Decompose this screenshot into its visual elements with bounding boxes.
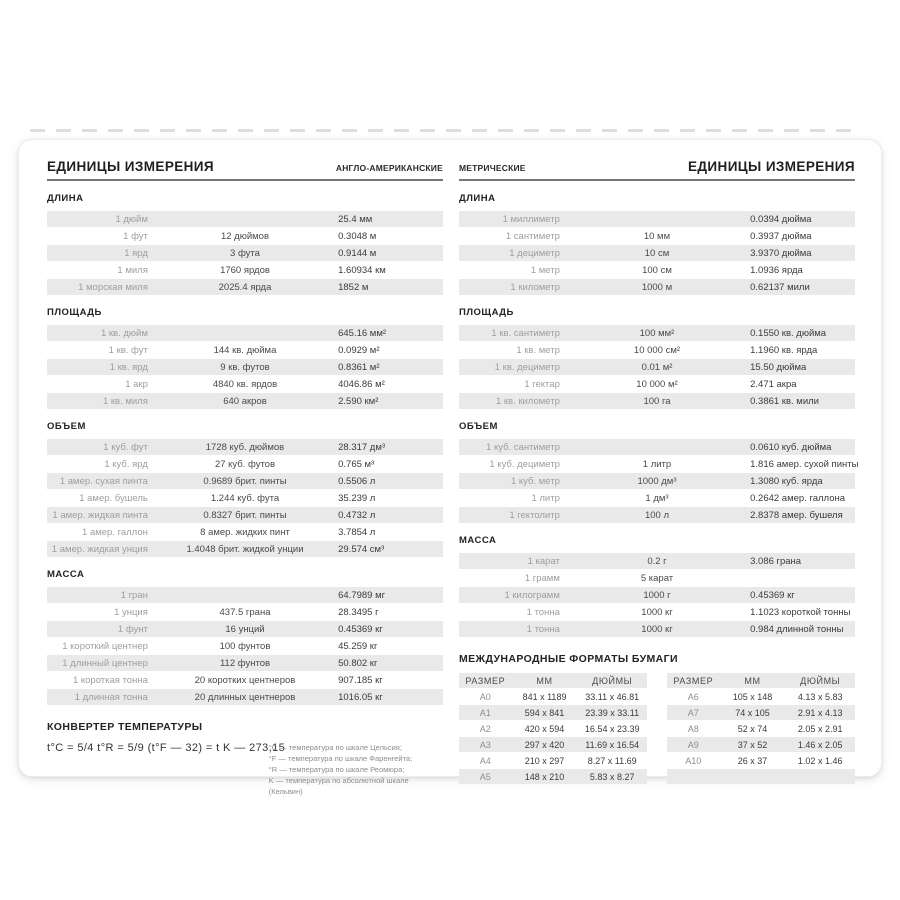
- value-cell: 64.7989 мг: [338, 589, 386, 601]
- equivalent-cell: 100 га: [643, 395, 671, 407]
- unit-cell: 1 кв. метр: [516, 344, 560, 356]
- unit-cell: 1 кв. миля: [102, 395, 148, 407]
- section-label: ДЛИНА: [459, 193, 496, 204]
- paper-mm-cell: 148 x 210: [524, 771, 565, 782]
- paper-row: [459, 753, 647, 768]
- section-label: МАССА: [47, 569, 85, 580]
- paper-inches-cell: 33.11 x 46.81: [585, 691, 640, 702]
- paper-formats-title: МЕЖДУНАРОДНЫЕ ФОРМАТЫ БУМАГИ: [459, 653, 678, 665]
- section-label: МАССА: [459, 535, 497, 546]
- paper-mm-cell: 52 x 74: [737, 723, 768, 734]
- table-row: [459, 245, 855, 261]
- unit-cell: 1 тонна: [526, 623, 560, 635]
- paper-mm-cell: 420 x 594: [524, 723, 565, 734]
- left-page-header: [47, 149, 443, 174]
- section-label: ДЛИНА: [47, 193, 84, 204]
- value-cell: 1.3080 куб. ярда: [750, 475, 823, 487]
- table-row: [47, 524, 443, 540]
- equivalent-cell: 1.4048 брит. жидкой унции: [186, 543, 304, 555]
- unit-cell: 1 акр: [125, 378, 148, 390]
- equivalent-cell: 112 фунтов: [219, 657, 271, 669]
- unit-cell: 1 карат: [527, 555, 560, 567]
- unit-cell: 1 дециметр: [509, 247, 560, 259]
- table-row: [459, 342, 855, 358]
- table-row: [47, 262, 443, 278]
- temperature-legend-line: °F — температура по шкале Фаренгейта;: [268, 754, 413, 763]
- table-row: [47, 393, 443, 409]
- table-row: [459, 507, 855, 523]
- paper-mm-cell: 37 x 52: [737, 739, 768, 750]
- equivalent-cell: 100 мм²: [639, 327, 675, 339]
- value-cell: 3.7854 л: [338, 526, 376, 538]
- equivalent-cell: 1728 куб. дюймов: [205, 441, 285, 453]
- table-row: [47, 228, 443, 244]
- unit-cell: 1 километр: [510, 281, 560, 293]
- unit-cell: 1 амер. жидкая пинта: [52, 509, 148, 521]
- table-row: [47, 473, 443, 489]
- value-cell: 1852 м: [338, 281, 369, 293]
- equivalent-cell: 4840 кв. ярдов: [212, 378, 278, 390]
- equivalent-cell: 100 фунтов: [219, 640, 271, 652]
- paper-size-cell: A1: [479, 707, 491, 718]
- value-cell: 4046.86 м²: [338, 378, 385, 390]
- header-rule: [459, 179, 855, 181]
- paper-size-cell: A6: [687, 691, 699, 702]
- paper-inches-cell: 4.13 x 5.83: [797, 691, 843, 702]
- value-cell: 0.765 м³: [338, 458, 375, 470]
- paper-size-cell: A3: [479, 739, 491, 750]
- unit-cell: 1 куб. сантиметр: [486, 441, 560, 453]
- unit-section: [459, 421, 859, 523]
- unit-section: [47, 307, 443, 409]
- unit-cell: 1 килограмм: [504, 589, 560, 601]
- unit-cell: 1 гектар: [524, 378, 560, 390]
- unit-cell: 1 миллиметр: [502, 213, 560, 225]
- paper-inches-cell: 16.54 x 23.39: [584, 723, 640, 734]
- value-cell: 0.0610 куб. дюйма: [750, 441, 832, 453]
- equivalent-cell: 144 кв. дюйма: [213, 344, 277, 356]
- unit-cell: 1 короткая тонна: [72, 674, 148, 686]
- unit-cell: 1 кв. ярд: [109, 361, 148, 373]
- value-cell: 0.0394 дюйма: [750, 213, 812, 225]
- table-row: [459, 262, 855, 278]
- temperature-formula: t°C = 5/4 t°R = 5/9 (t°F — 32) = t K — 273,15: [47, 742, 286, 754]
- equivalent-cell: 16 унций: [225, 623, 265, 635]
- value-cell: 1.0936 ярда: [750, 264, 803, 276]
- section-label: ПЛОЩАДЬ: [47, 307, 102, 318]
- value-cell: 0.9144 м: [338, 247, 377, 259]
- unit-cell: 1 куб. дециметр: [489, 458, 560, 470]
- equivalent-cell: 3 фута: [230, 247, 260, 259]
- unit-cell: 1 кв. дециметр: [494, 361, 560, 373]
- value-cell: 907.185 кг: [338, 674, 383, 686]
- conversion-table: [459, 325, 855, 409]
- equivalent-cell: 0.8327 брит. пинты: [203, 509, 287, 521]
- equivalent-cell: 1000 кг: [641, 606, 673, 618]
- conversion-table: [459, 211, 855, 295]
- value-cell: 2.8378 амер. бушеля: [750, 509, 843, 521]
- conversion-table: [47, 587, 443, 705]
- unit-cell: 1 грамм: [524, 572, 560, 584]
- table-row: [47, 689, 443, 705]
- paper-mm-cell: 594 x 841: [524, 707, 565, 718]
- equivalent-cell: 1760 ярдов: [220, 264, 270, 276]
- paper-inches-cell: 2.91 x 4.13: [797, 707, 843, 718]
- value-cell: 0.5506 л: [338, 475, 376, 487]
- paper-inches-cell: 23.39 x 33.11: [585, 707, 640, 718]
- right-sections: [459, 193, 859, 637]
- unit-cell: 1 амер. жидкая унция: [51, 543, 148, 555]
- equivalent-cell: 27 куб. футов: [214, 458, 276, 470]
- units-reference-card: [18, 139, 882, 796]
- paper-row: [667, 769, 855, 784]
- paper-header-row: [459, 673, 647, 688]
- left-page-column: [47, 149, 443, 797]
- value-cell: 0.1550 кв. дюйма: [750, 327, 827, 339]
- value-cell: 0.2642 амер. галлона: [750, 492, 846, 504]
- table-row: [459, 211, 855, 227]
- equivalent-cell: 2025.4 ярда: [218, 281, 272, 293]
- value-cell: 0.4732 л: [338, 509, 376, 521]
- table-row: [459, 393, 855, 409]
- paper-size-cell: A7: [687, 707, 699, 718]
- paper-inches-cell: 8.27 x 11.69: [587, 755, 637, 766]
- equivalent-cell: 1000 кг: [641, 623, 673, 635]
- unit-cell: 1 миля: [117, 264, 148, 276]
- equivalent-cell: 12 дюймов: [220, 230, 270, 242]
- equivalent-cell: 0.9689 брит. пинты: [203, 475, 287, 487]
- value-cell: 0.984 длинной тонны: [750, 623, 844, 635]
- paper-size-cell: A0: [479, 691, 491, 702]
- unit-cell: 1 тонна: [526, 606, 560, 618]
- table-row: [47, 211, 443, 227]
- value-cell: 35.239 л: [338, 492, 376, 504]
- unit-cell: 1 длинный центнер: [62, 657, 148, 669]
- equivalent-cell: 5 карат: [640, 572, 674, 584]
- unit-cell: 1 гран: [120, 589, 148, 601]
- paper-size-cell: A2: [479, 723, 491, 734]
- value-cell: 15.50 дюйма: [750, 361, 807, 373]
- paper-mm-cell: 297 x 420: [524, 739, 565, 750]
- paper-row: [667, 753, 855, 768]
- paper-size-cell: A8: [687, 723, 699, 734]
- equivalent-cell: 437.5 грана: [219, 606, 271, 618]
- unit-cell: 1 куб. метр: [510, 475, 560, 487]
- paper-column-header: РАЗМЕР: [465, 675, 506, 686]
- unit-cell: 1 амер. бушель: [79, 492, 148, 504]
- value-cell: 3.9370 дюйма: [750, 247, 812, 259]
- value-cell: 0.62137 мили: [750, 281, 810, 293]
- equivalent-cell: 0.01 м²: [641, 361, 673, 373]
- temperature-legend-line: °R — температура по шкале Реомюра;: [268, 765, 405, 774]
- paper-inches-cell: 1.02 x 1.46: [797, 755, 843, 766]
- value-cell: 1.1023 короткой тонны: [750, 606, 851, 618]
- value-cell: 0.3048 м: [338, 230, 377, 242]
- equivalent-cell: 9 кв. футов: [220, 361, 270, 373]
- unit-section: [459, 307, 855, 409]
- equivalent-cell: 10 000 см²: [633, 344, 681, 356]
- table-row: [47, 672, 443, 688]
- table-row: [47, 655, 443, 671]
- value-cell: 45.259 кг: [338, 640, 378, 652]
- table-row: [47, 490, 443, 506]
- unit-cell: 1 сантиметр: [505, 230, 560, 242]
- unit-cell: 1 длинная тонна: [74, 691, 148, 703]
- paper-inches-cell: 1.46 x 2.05: [797, 739, 843, 750]
- unit-cell: 1 кв. сантиметр: [491, 327, 560, 339]
- paper-table-a0-a5: [459, 673, 647, 785]
- unit-section: [47, 421, 443, 557]
- value-cell: 0.45369 кг: [750, 589, 795, 601]
- unit-cell: 1 фунт: [117, 623, 148, 635]
- paper-inches-cell: 11.69 x 16.54: [585, 739, 640, 750]
- equivalent-cell: 20 коротких центнеров: [194, 674, 296, 686]
- page-subtitle-anglo-american: АНГЛО-АМЕРИКАНСКИЕ: [335, 163, 443, 173]
- paper-size-cell: A4: [479, 755, 491, 766]
- equivalent-cell: 1 дм³: [645, 492, 669, 504]
- table-row: [47, 279, 443, 295]
- paper-mm-cell: 74 x 105: [735, 707, 770, 718]
- paper-size-cell: A10: [685, 755, 702, 766]
- table-row: [47, 342, 443, 358]
- paper-column-header: РАЗМЕР: [673, 675, 714, 686]
- equivalent-cell: 10 000 м²: [636, 378, 678, 390]
- table-row: [459, 604, 855, 620]
- equivalent-cell: 1000 г: [643, 589, 671, 601]
- table-row: [47, 245, 443, 261]
- conversion-table: [47, 325, 443, 409]
- value-cell: 1.816 амер. сухой пинты: [750, 458, 859, 470]
- right-page-column: [459, 149, 859, 797]
- equivalent-cell: 20 длинных центнеров: [194, 691, 296, 703]
- unit-cell: 1 кв. дюйм: [100, 327, 148, 339]
- equivalent-cell: 8 амер. жидких пинт: [200, 526, 290, 538]
- equivalent-cell: 1000 м: [641, 281, 673, 293]
- unit-cell: 1 дюйм: [115, 213, 148, 225]
- equivalent-cell: 100 л: [644, 509, 670, 521]
- unit-cell: 1 кв. фут: [108, 344, 148, 356]
- table-row: [459, 325, 855, 341]
- section-label: ПЛОЩАДЬ: [459, 307, 514, 318]
- unit-cell: 1 короткий центнер: [62, 640, 148, 652]
- conversion-table: [459, 553, 855, 637]
- paper-mm-cell: 26 x 37: [737, 755, 768, 766]
- perforation-line: [30, 129, 860, 132]
- table-row: [47, 376, 443, 392]
- page-subtitle-metric: МЕТРИЧЕСКИЕ: [459, 163, 526, 173]
- value-cell: 0.0929 м²: [338, 344, 380, 356]
- conversion-table: [47, 211, 443, 295]
- temperature-converter-title: КОНВЕРТЕР ТЕМПЕРАТУРЫ: [47, 721, 203, 733]
- paper-column-header: ДЮЙМЫ: [592, 675, 633, 686]
- temperature-legend-line: K — температура по абсолютной шкале (Кельвин): [268, 776, 409, 796]
- unit-cell: 1 ярд: [124, 247, 148, 259]
- table-row: [47, 604, 443, 620]
- unit-section: [459, 193, 855, 295]
- table-row: [459, 439, 855, 455]
- value-cell: 0.8361 м²: [338, 361, 380, 373]
- paper-row: [667, 737, 855, 752]
- unit-section: [47, 569, 443, 705]
- table-row: [459, 587, 855, 603]
- paper-row: [667, 721, 855, 736]
- paper-row: [459, 721, 647, 736]
- value-cell: 0.3861 кв. мили: [750, 395, 819, 407]
- value-cell: 50.802 кг: [338, 657, 378, 669]
- value-cell: 28.3495 г: [338, 606, 379, 618]
- table-row: [47, 621, 443, 637]
- table-row: [459, 490, 855, 506]
- unit-cell: 1 метр: [530, 264, 560, 276]
- value-cell: 25.4 мм: [338, 213, 373, 225]
- temperature-legend: [269, 742, 443, 797]
- paper-column-header: ММ: [744, 675, 761, 686]
- paper-formats-section: [459, 653, 855, 785]
- table-row: [47, 638, 443, 654]
- value-cell: 0.45369 кг: [338, 623, 383, 635]
- table-row: [47, 325, 443, 341]
- equivalent-cell: 1000 дм³: [637, 475, 677, 487]
- table-row: [47, 541, 443, 557]
- unit-cell: 1 куб. ярд: [104, 458, 148, 470]
- equivalent-cell: 10 см: [644, 247, 670, 259]
- table-row: [459, 228, 855, 244]
- equivalent-cell: 100 см: [642, 264, 672, 276]
- right-page-header: [459, 149, 855, 174]
- unit-cell: 1 куб. фут: [103, 441, 148, 453]
- paper-row: [459, 705, 647, 720]
- section-label: ОБЪЕМ: [47, 421, 86, 432]
- temperature-legend-line: °C — температура по шкале Цельсия;: [268, 743, 402, 752]
- conversion-table: [459, 439, 859, 523]
- equivalent-cell: 1.244 куб. фута: [210, 492, 280, 504]
- paper-header-row: [667, 673, 855, 688]
- unit-cell: 1 амер. галлон: [82, 526, 148, 538]
- unit-cell: 1 унция: [114, 606, 148, 618]
- value-cell: 1.60934 км: [338, 264, 386, 276]
- table-row: [459, 279, 855, 295]
- table-row: [459, 553, 855, 569]
- equivalent-cell: 0.2 г: [647, 555, 667, 567]
- paper-size-cell: A9: [687, 739, 699, 750]
- paper-row: [667, 689, 855, 704]
- table-row: [47, 507, 443, 523]
- equivalent-cell: 10 мм: [643, 230, 671, 242]
- unit-cell: 1 амер. сухая пинта: [59, 475, 148, 487]
- table-row: [459, 473, 855, 489]
- value-cell: 0.3937 дюйма: [750, 230, 812, 242]
- table-row: [47, 359, 443, 375]
- table-row: [459, 456, 859, 472]
- paper-row: [459, 769, 647, 784]
- paper-row: [459, 737, 647, 752]
- value-cell: 29.574 см³: [338, 543, 385, 555]
- table-row: [459, 621, 855, 637]
- table-row: [459, 359, 855, 375]
- paper-column-header: ДЮЙМЫ: [800, 675, 841, 686]
- value-cell: 1016.05 кг: [338, 691, 383, 703]
- unit-cell: 1 морская миля: [78, 281, 148, 293]
- paper-row: [667, 705, 855, 720]
- table-row: [459, 376, 855, 392]
- table-row: [459, 570, 855, 586]
- paper-size-cell: A5: [479, 771, 491, 782]
- value-cell: 1.1960 кв. ярда: [750, 344, 818, 356]
- table-row: [47, 587, 443, 603]
- paper-inches-cell: 2.05 x 2.91: [797, 723, 843, 734]
- unit-cell: 1 кв. километр: [495, 395, 560, 407]
- left-sections: [47, 193, 443, 705]
- paper-table-a6-a10: [667, 673, 855, 785]
- table-row: [47, 456, 443, 472]
- value-cell: 3.086 грана: [750, 555, 802, 567]
- unit-section: [459, 535, 855, 637]
- paper-inches-cell: 5.83 x 8.27: [589, 771, 635, 782]
- unit-cell: 1 фут: [123, 230, 148, 242]
- page-title: ЕДИНИЦЫ ИЗМЕРЕНИЯ: [47, 159, 214, 174]
- paper-column-header: ММ: [536, 675, 553, 686]
- equivalent-cell: 1 литр: [642, 458, 672, 470]
- value-cell: 645.16 мм²: [338, 327, 387, 339]
- paper-row: [459, 689, 647, 704]
- unit-section: [47, 193, 443, 295]
- conversion-table: [47, 439, 443, 557]
- equivalent-cell: 640 акров: [223, 395, 267, 407]
- unit-cell: 1 гектолитр: [509, 509, 560, 521]
- value-cell: 28.317 дм³: [338, 441, 386, 453]
- table-row: [47, 439, 443, 455]
- paper-mm-cell: 105 x 148: [732, 691, 773, 702]
- paper-mm-cell: 210 x 297: [524, 755, 565, 766]
- paper-mm-cell: 841 x 1189: [522, 691, 567, 702]
- header-rule: [47, 179, 443, 181]
- value-cell: 2.590 км²: [338, 395, 379, 407]
- section-label: ОБЪЕМ: [459, 421, 498, 432]
- temperature-converter: [47, 721, 443, 797]
- page-title: ЕДИНИЦЫ ИЗМЕРЕНИЯ: [688, 159, 855, 174]
- unit-cell: 1 литр: [531, 492, 560, 504]
- value-cell: 2.471 акра: [750, 378, 797, 390]
